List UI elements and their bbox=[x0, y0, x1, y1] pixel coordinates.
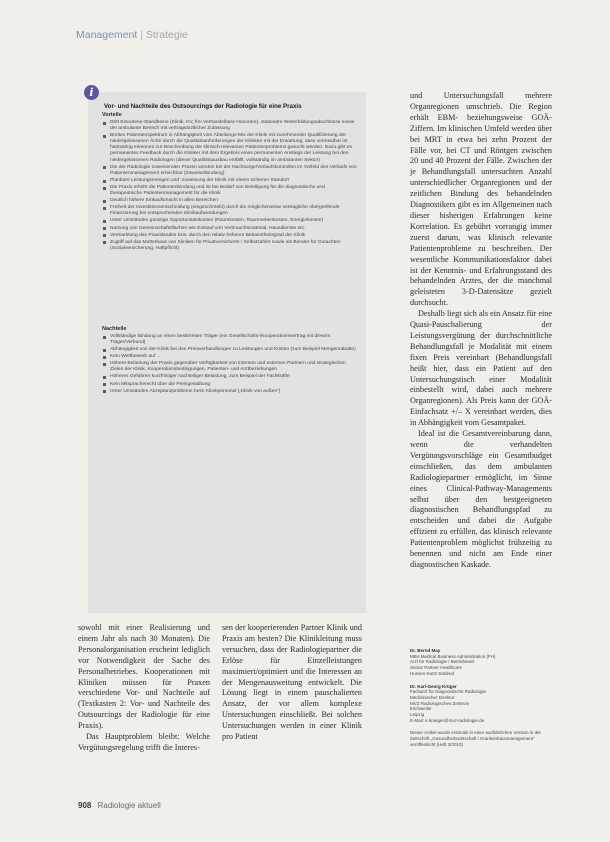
advantage-item: Nutzung von Gemeinschaftsflächen wie Einkauf von Verbrauchsmaterial, Hausdienste etc. bbox=[102, 226, 358, 232]
page-number: 908 bbox=[78, 801, 92, 810]
advantage-item: Vermarktung des Praxislandes bzw. durch den relativ höheren Bekanntheitsgrad der Klinik bbox=[102, 233, 358, 239]
author-line: Eschweiler bbox=[410, 706, 432, 712]
section-separator: | bbox=[140, 29, 143, 41]
disadvantage-item: Höheres Gefahren kurzfristiger nachteiliger Belastung, zum Beispiel der Fachkräfte bbox=[102, 374, 358, 380]
disadvantage-item: Unter Umständen Akzeptanzprobleme beim Klinikpersonal („Klinik von außen“) bbox=[102, 389, 358, 395]
advantages-heading: Vorteile bbox=[102, 112, 122, 118]
author-line: MVZ Radiologisches Zentrum bbox=[410, 700, 470, 706]
advantages-list bbox=[102, 120, 358, 252]
section-label: Management bbox=[76, 29, 138, 41]
info-icon: i bbox=[84, 85, 99, 100]
section-header bbox=[76, 29, 188, 41]
body-paragraph: Das Hauptproblem bleibt: Welche Vergütungsregelung trifft die Interes- bbox=[78, 732, 210, 752]
author-line: Medizinischer Direktor bbox=[410, 694, 455, 700]
bottom-left-text-column bbox=[78, 623, 210, 754]
disadvantage-item: Höhere Belastung der Praxis gegenüber Verfügbarkeit von internen und externen Partnern und strategischen Zielen der Klinik, Kooperationsbedingungen, Patienten- und Arztbeziehungen bbox=[102, 361, 358, 373]
author-line: Husses-Kartz-Südend bbox=[410, 670, 455, 676]
advantage-item: Dritt Einnahme-Standbeine (Klinik, KV, frei Verhandelbare Honorare), stationäre Weiterbildungsabschlüsse sowie der ambulante Bereich mit vertragsärztlicher Zulassung bbox=[102, 120, 358, 132]
author-line: MBA Medical Business Administration (FH) bbox=[410, 653, 496, 659]
subsection-label: Strategie bbox=[145, 29, 188, 41]
disadvantages-list bbox=[102, 334, 358, 395]
publication-note bbox=[410, 730, 558, 747]
info-box-title: Vor- und Nachteile des Outsourcings der Radiologie für eine Praxis bbox=[104, 103, 302, 110]
advantage-item: Die Praxis erhöht die Patientenbindung und ist bei Bedarf von Beteiligung für die diagnostische und therapeutische Patientenmanagement für die Klinik bbox=[102, 185, 358, 197]
body-paragraph: sowohl mit einer Realisierung und einem Jahr als nach 30 Monaten). Die Personalorganisation erscheint lediglich vor Notwendigkeit der Sache des Personalbetriebes. Kooperationen mit Kliniken müssen für Praxen verschiedene Vor- und Nachteile auf (Textkasten 2: Vor- und Nachteile des Outsourcings der Radiologie für eine Praxis). bbox=[78, 623, 210, 731]
advantage-item: Zugriff auf das Mutterhaus von Kliniken für Privatversicherte / Selbstzahler sowie als Berater für Gutachten (Sozialversicherung, Haftpflicht) bbox=[102, 240, 358, 252]
advantage-item: Planbare Leistungsmengen und -zuweisung der Klinik mit einem sicheren Standort bbox=[102, 178, 358, 184]
journal-name: Radiologie aktuell bbox=[97, 801, 161, 810]
author-info bbox=[410, 648, 558, 755]
info-box-pros-cons bbox=[88, 92, 366, 613]
body-paragraph: sen der kooperierenden Partner Klinik und Praxis am besten? Die Klinikleitung muss versuchen, dass der Radiologiepartner die Erlöse für Einzelleistungen maximiert/optimiert und die Interessen an der Mengenausweitung entwickelt. Die Lösung liegt in einem pauschalierten Ansatz, der vor allem komplexe Untersuchungen einschließt. Bei solchen Untersuchungen werden in einer Klinik pro Patient bbox=[222, 623, 362, 742]
disadvantages-heading: Nachteile bbox=[102, 325, 127, 332]
disadvantage-item: Kein Wettbewerb auf ... bbox=[102, 354, 358, 360]
author-block bbox=[410, 648, 558, 677]
body-paragraph: Ideal ist die Gesamtvereinbarung dann, wenn die verhandelten Vergütungsvorschläge ein Gesamtbudget einschließen, das dem ambulanten Radiologiepartner ermöglicht, im Sinne eines Clinical-Pathway-Managements selbst über den bestgeeigneten diagnostischen Behandlungspfad zu entscheiden und dabei die Aufgabe effizient zu erfüllen, das klinisch relevante Patientenproblem möglichst frühzeitig zu benennen und nicht am Ende einer diagnostischen Kaskade. bbox=[410, 429, 552, 569]
author-line: Facharzt für Diagnostische Radiologie bbox=[410, 689, 487, 695]
author-line: Senior Partner Healthcare bbox=[410, 665, 463, 671]
advantage-item: Freiheit der Investitionsentscheidung (eingeschränkt) durch die möglicherweise vertragliche übergreifende Finanzierung bei entsprechenden Klinikaufwendungen bbox=[102, 205, 358, 217]
advantage-item: Die der Radiologie zuweisenden Praxen werden bei der Nachsorge/Verlaufskontrollen im Vorfeld des Verlaufs von Patientenmanagement erreichbar (Zuweiserbindung) bbox=[102, 165, 358, 177]
disadvantage-item: Vollständige Bindung an einen bestimmten Träger (ein Gesellschafts-/Kooperationsvertrag mit diesem Träger/Verbund) bbox=[102, 334, 358, 346]
disadvantage-item: Kein Mitspracherecht über die Preisgestaltung bbox=[102, 382, 358, 388]
advantage-item: Breites Patientenspektrum in Abhängigkeit vom Abteilungs-Mix der Klinik mit zunehmender Qualifizierung der niedergelassenen Ärzte durch die Qualitätsanforderungen der Kliniken mit der Erwartung, dass vermeidbar ist hartnäckig erkennen zur Beschreibung der klinisch-relevanten Patientenproblems gesucht werden. Dazu gibt es permanentes Feedback durch die Kliniker mit dem Ergebnis eines permanenten Anstiegs der Leistung bei den niedergelassenen Radiologen (dieser Qualitätsausbau entfällt, vollständig im ambulanten Sektor) bbox=[102, 133, 358, 163]
author-name: Dr. Bernd May bbox=[410, 648, 441, 653]
author-line: Leipzig bbox=[410, 712, 425, 718]
disadvantage-item: Abhängigkeit von der Klinik bei den Preisverhandlungen zu Leistungen und Kosten (zum Beispiel Mengenrabatte) bbox=[102, 347, 358, 353]
bottom-middle-text-column bbox=[222, 623, 362, 743]
note-line: Dieser Artikel wurde erstmals in einer ausführlichen Version in der Zeitschrift „Gesundheitswirtschaft / Krankenhausmanagement“ veröffentlicht (Heft 3/2010) bbox=[410, 730, 542, 747]
body-paragraph: und Untersuchungsfall mehrere Organregionen umschrieb. Die Region erhält EBM- beziehungsweise GOÄ-Ziffern. Im klinischen Umfeld werden über bei MRT in etwa bei zehn Prozent der Fälle vor, bei CT und Röntgen zwischen 20 und 40 Prozent der Fälle. Zwischen der je Behandlungsfall untersuchten Anzahl unterschiedlicher Organregionen und der zeitlichen Bindung des behandelnden Diagnostikers gibt es im Allgemeinen nach dieser bisherigen Erfahrungen keine Korrelation. Es gebührt vorrangig immer zuerst darum, was klinisch relevante Patientenprobleme zu beschreiben. Der wesentliche Kommunikationsfaktor dabei ist der Kenntnis- und Erfahrungsstand des behandelnden Arztes, der die manchmal geleisteten 3-D-Datensätze gezielt durchsucht. bbox=[410, 91, 552, 308]
body-paragraph: Deshalb liegt sich als ein Ansatz für eine Quasi-Pauschalierung der Leistungsvergütung der durchschnittliche Behandlungsfall je Modalität mit einem fixen Preis vereinbart (Behandlungsfall heißt hier, dass ein Patient auf den Untersuchungstisch einer Modalität einbestellt wird, dabei auch mehrere Organregionen). Als Preis kann der GOÄ-Einfachsatz +/– X vereinbart werden, dies in Abhängigkeit vom Gesamtpaket. bbox=[410, 309, 552, 428]
advantage-item: Deutlich höhere Einkaufsmacht in allen Bereichen bbox=[102, 198, 358, 204]
author-line: Arzt für Radiologie / Betriebswirt bbox=[410, 659, 475, 665]
advantage-item: Unter Umständen günstige Opportunitätskosten (Raumkosten, Raumnebenkosten, Energiekosten) bbox=[102, 218, 358, 224]
author-name: Dr. Karl-Georg Krüger bbox=[410, 683, 457, 689]
author-line: E-Mail: k.krueger@mvz-radiologie.de bbox=[410, 717, 485, 723]
right-text-column bbox=[410, 91, 552, 571]
page-footer bbox=[78, 801, 161, 810]
author-block bbox=[410, 684, 558, 724]
